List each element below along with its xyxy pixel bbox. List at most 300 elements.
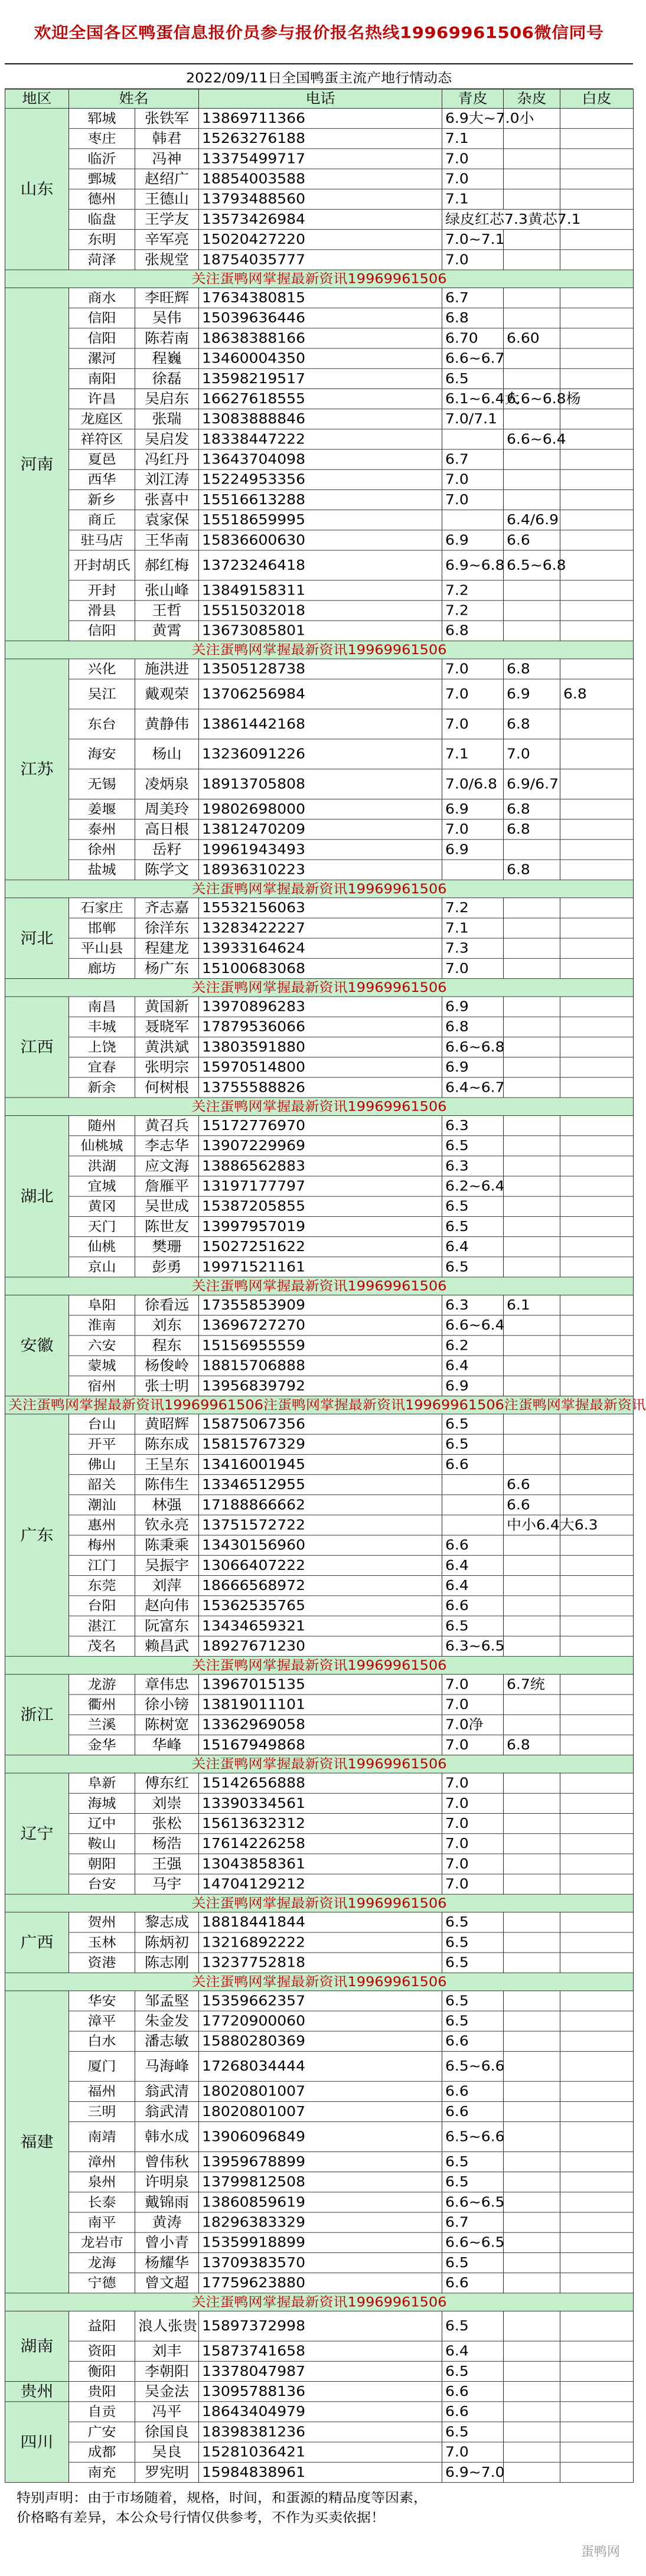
name-cell: 黄霄 [135,621,199,641]
mix-price-cell [504,308,560,328]
green-price-cell: 6.2~6.4 [442,1176,504,1196]
green-price-cell: 6.8 [442,621,504,641]
mix-price-cell [504,2311,560,2341]
city-cell: 宜春 [69,1057,135,1078]
city-cell: 玉林 [69,1932,135,1953]
notice-text: 关注蛋鸭网掌握最新资讯19969961506 [5,2293,634,2311]
white-price-cell [560,2212,634,2232]
phone-cell: 13803591880 [199,1037,442,1057]
green-price-cell: 7.2 [442,600,504,621]
table-row [5,2252,634,2273]
phone-cell: 15172776970 [199,1115,442,1135]
mix-price-cell [504,2151,560,2172]
name-cell: 程东 [135,1336,199,1356]
region-cell: 湖北 [5,1115,69,1277]
city-cell: 自贡 [69,2402,135,2422]
name-cell: 阮富东 [135,1616,199,1636]
white-price-cell [560,2361,634,2381]
table-row [5,449,634,469]
white-price-cell [560,1315,634,1336]
disclaimer-line-1: 特别声明：由于市场随着，规格，时间，和蛋源的精品度等因素， [17,2490,428,2506]
region-cell: 河南 [5,288,69,641]
green-price-cell: 6.1~6.4大 [442,388,504,409]
green-price-cell: 6.6~6.8 [442,1037,504,1057]
white-price-cell [560,799,634,819]
table-row [5,1535,634,1555]
name-cell: 陈志刚 [135,1953,199,1973]
table-row [5,2273,634,2293]
green-price-cell: 6.7 [442,2212,504,2232]
mix-price-cell [504,1912,560,1932]
phone-cell: 13430156960 [199,1535,442,1555]
green-price-cell: 绿皮红芯7.3黄芯7.1 [442,209,560,229]
green-price-cell: 6.6~6.5 [442,2192,504,2212]
phone-cell: 13706256984 [199,679,442,709]
city-cell: 茂名 [69,1636,135,1656]
name-cell: 华峰 [135,1735,199,1755]
mix-price-cell [504,2212,560,2232]
table-row [5,108,634,128]
phone-cell: 15875067356 [199,1414,442,1434]
green-price-cell: 7.0 [442,679,504,709]
phone-cell: 15970514800 [199,1057,442,1078]
city-cell: 宿州 [69,1376,135,1396]
white-price-cell [560,1037,634,1057]
phone-cell: 15362535765 [199,1596,442,1616]
header-phone: 电话 [199,89,442,108]
city-cell: 临沂 [69,149,135,169]
phone-cell: 17268034444 [199,2051,442,2081]
white-price-cell [560,1356,634,1376]
name-cell: 曾伟秋 [135,2151,199,2172]
name-cell: 陈伟生 [135,1475,199,1495]
name-cell: 韩君 [135,129,199,149]
region-cell: 贵州 [5,2382,69,2402]
notice-text: 关注蛋鸭网掌握最新资讯19969961506 [5,1894,634,1912]
green-price-cell: 6.6~6.5 [442,2232,504,2252]
mix-price-cell [504,1237,560,1257]
name-cell: 吴金法 [135,2382,199,2402]
city-cell: 淮南 [69,1315,135,1336]
green-price-cell: 6.6 [442,2273,504,2293]
phone-cell: 13907229969 [199,1136,442,1156]
phone-cell: 15897372998 [199,2311,442,2341]
white-price-cell [560,348,634,368]
name-cell: 王学友 [135,209,199,229]
table-row [5,510,634,530]
mix-price-cell: 6.6 [504,530,560,550]
notice-text: 关注蛋鸭网掌握最新资讯19969961506 [5,1656,634,1674]
city-cell: 信阳 [69,308,135,328]
city-cell: 益阳 [69,2311,135,2341]
name-cell: 张山峰 [135,580,199,600]
green-price-cell: 6.9~6.8 [442,550,504,580]
table-row [5,769,634,799]
white-price-cell [560,2081,634,2101]
city-cell: 南充 [69,2462,135,2482]
mix-price-cell [504,2051,560,2081]
table-row [5,1315,634,1336]
phone-cell: 13861442168 [199,709,442,739]
table-row [5,1475,634,1495]
city-cell: 漳平 [69,2011,135,2031]
city-cell: 朝阳 [69,1854,135,1874]
phone-cell: 15027251622 [199,1237,442,1257]
mix-price-cell: 6.1 [504,1295,560,1315]
mix-price-cell [504,1932,560,1953]
phone-cell: 13043858361 [199,1854,442,1874]
city-cell: 祥符区 [69,429,135,449]
city-cell: 西华 [69,469,135,489]
mix-price-cell [504,2341,560,2361]
city-cell: 滑县 [69,600,135,621]
table-row [5,429,634,449]
phone-cell: 13066407222 [199,1555,442,1575]
white-price-cell [560,2101,634,2121]
region-cell: 河北 [5,898,69,979]
mix-price-cell [504,958,560,978]
name-cell: 吴世成 [135,1196,199,1216]
name-cell: 罗宪明 [135,2462,199,2482]
name-cell: 冯红丹 [135,449,199,469]
region-cell: 福建 [5,1991,69,2293]
table-row [5,2122,634,2152]
mix-price-cell [504,2232,560,2252]
mix-price-cell [504,2122,560,2152]
mix-price-cell [504,230,560,250]
mix-price-cell [504,149,560,169]
white-price-cell [560,2151,634,2172]
white-price-cell [560,1616,634,1636]
city-cell: 许昌 [69,388,135,409]
phone-cell: 15387205855 [199,1196,442,1216]
mix-price-cell [504,1356,560,1376]
city-cell: 平山县 [69,938,135,958]
city-cell: 丰城 [69,1017,135,1037]
city-cell: 开封 [69,580,135,600]
green-price-cell: 6.7 [442,449,504,469]
phone-cell: 13216892222 [199,1932,442,1953]
notice-text: 关注蛋鸭网掌握最新资讯19969961506注蛋鸭网掌握最新资讯19969961506注蛋鸭网掌握最新资讯 [5,1396,634,1413]
name-cell: 王呈东 [135,1454,199,1474]
notice-row [5,979,634,997]
white-price-cell [560,409,634,429]
mix-price-cell [504,1576,560,1596]
mix-price-cell: 6.8 [504,860,560,880]
city-cell: 资港 [69,1953,135,1973]
name-cell: 浪人张贵 [135,2311,199,2341]
white-price-cell [560,2273,634,2293]
green-price-cell: 6.3 [442,1295,504,1315]
green-price-cell: 6.4 [442,1237,504,1257]
white-price-cell [560,1115,634,1135]
white-price-cell [560,2442,634,2462]
green-price-cell: 6.6 [442,2031,504,2051]
header-mix: 杂皮 [504,89,560,108]
table-row [5,1037,634,1057]
city-cell: 东明 [69,230,135,250]
name-cell: 黄召兵 [135,1115,199,1135]
mix-price-cell [504,449,560,469]
table-row [5,1813,634,1833]
name-cell: 黎志成 [135,1912,199,1932]
table-row [5,1216,634,1236]
green-price-cell: 6.5 [442,2011,504,2031]
mix-price-cell [504,1196,560,1216]
city-cell: 仙桃 [69,1237,135,1257]
white-price-cell [560,739,634,769]
white-price-cell [560,368,634,388]
phone-cell: 13643704098 [199,449,442,469]
name-cell: 王强 [135,1854,199,1874]
city-cell: 信阳 [69,621,135,641]
white-price-cell [560,997,634,1017]
mix-price-cell [504,2031,560,2051]
white-price-cell [560,2422,634,2442]
mix-price-cell [504,2361,560,2381]
white-price-cell [560,1874,634,1894]
table-row [5,958,634,978]
name-cell: 邹孟堅 [135,1991,199,2011]
green-price-cell: 6.6 [442,2402,504,2422]
city-cell: 福州 [69,2081,135,2101]
name-cell: 王德山 [135,189,199,209]
green-price-cell: 7.2 [442,580,504,600]
green-price-cell: 6.5 [442,2422,504,2442]
city-cell: 新乡 [69,489,135,510]
phone-cell: 14704129212 [199,1874,442,1894]
name-cell: 刘江涛 [135,469,199,489]
table-row [5,2011,634,2031]
name-cell: 黄静伟 [135,709,199,739]
phone-cell: 13751572722 [199,1515,442,1535]
green-price-cell: 7.1 [442,129,504,149]
name-cell: 张士明 [135,1376,199,1396]
name-cell: 张明宗 [135,1057,199,1078]
table-row [5,1874,634,1894]
green-price-cell: 6.3 [442,1156,504,1176]
green-price-cell: 6.4 [442,1576,504,1596]
name-cell: 吴伟 [135,308,199,328]
mix-price-cell [504,1315,560,1336]
name-cell: 程建龙 [135,938,199,958]
white-price-cell [560,2031,634,2051]
name-cell: 吴启发 [135,429,199,449]
city-cell: 贺州 [69,1912,135,1932]
city-cell: 开封胡氏 [69,550,135,580]
region-cell: 江西 [5,997,69,1098]
mix-price-cell [504,1616,560,1636]
mix-price-cell [504,1793,560,1813]
green-price-cell: 7.0 [442,1674,504,1695]
mix-price-cell [504,1057,560,1078]
city-cell: 台安 [69,1874,135,1894]
mix-price-cell [504,1037,560,1057]
region-cell: 广西 [5,1912,69,1973]
phone-cell: 18296383329 [199,2212,442,2232]
table-row [5,1912,634,1932]
mix-price-cell [504,409,560,429]
table-row [5,1196,634,1216]
green-price-cell: 6.3 [442,1115,504,1135]
white-price-cell [560,2462,634,2482]
mix-price-cell: 6.5~6.8 [504,550,560,580]
name-cell: 韩水成 [135,2122,199,2152]
city-cell: 枣庄 [69,129,135,149]
phone-cell: 15359918899 [199,2232,442,2252]
phone-cell: 18638388166 [199,328,442,348]
name-cell: 凌炳泉 [135,769,199,799]
green-price-cell: 6.9大~7.0小 [442,108,504,128]
city-cell: 天门 [69,1216,135,1236]
phone-cell: 13793488560 [199,189,442,209]
green-price-cell: 7.0 [442,1834,504,1854]
mix-price-cell: 6.8 [504,799,560,819]
mix-price-cell [504,1773,560,1793]
white-price-cell [560,2252,634,2273]
phone-cell: 13723246418 [199,550,442,580]
mix-price-cell [504,840,560,860]
name-cell: 高日根 [135,820,199,840]
phone-cell: 13970896283 [199,997,442,1017]
table-row [5,1834,634,1854]
white-price-cell [560,1475,634,1495]
city-cell: 海城 [69,1793,135,1813]
mix-price-cell [504,1017,560,1037]
table-row [5,860,634,880]
mix-price-cell [504,2172,560,2192]
table-row [5,2101,634,2121]
name-cell: 刘萍 [135,1576,199,1596]
phone-cell: 17879536066 [199,1017,442,1037]
mix-price-cell [504,1078,560,1098]
mix-price-cell [504,489,560,510]
white-price-cell [560,709,634,739]
green-price-cell: 6.9~7.0 [442,2462,504,2482]
city-cell: 上饶 [69,1037,135,1057]
white-price-cell [560,2172,634,2192]
notice-row [5,1755,634,1773]
table-row [5,1953,634,1973]
region-cell: 浙江 [5,1674,69,1755]
table-row [5,2031,634,2051]
disclaimer-line-2: 价格略有差异，本公众号行情仅供参考，不作为买卖依据！ [17,2510,385,2526]
phone-cell: 15281036421 [199,2442,442,2462]
table-row [5,2151,634,2172]
name-cell: 潘志敏 [135,2031,199,2051]
white-price-cell [560,1854,634,1874]
city-cell: 蒙城 [69,1356,135,1376]
mix-price-cell: 6.4/6.9 [504,510,560,530]
phone-cell: 15142656888 [199,1773,442,1793]
white-price-cell [560,1017,634,1037]
phone-cell: 15020427220 [199,230,442,250]
phone-cell: 15156955559 [199,1336,442,1356]
green-price-cell: 6.70 [442,328,504,348]
phone-cell: 17634380815 [199,288,442,308]
name-cell: 徐磊 [135,368,199,388]
phone-cell: 18338447222 [199,429,442,449]
table-row [5,1356,634,1376]
green-price-cell: 6.5 [442,1932,504,1953]
name-cell: 黄涛 [135,2212,199,2232]
region-cell: 安徽 [5,1295,69,1396]
phone-cell: 13505128738 [199,659,442,679]
green-price-cell: 6.3~6.5 [442,1636,504,1656]
table-row [5,1616,634,1636]
table-row [5,1773,634,1793]
green-price-cell: 6.9 [442,530,504,550]
green-price-cell: 6.6~6.7 [442,348,504,368]
header-green: 青皮 [442,89,504,108]
notice-row [5,880,634,897]
city-cell: 仙桃城 [69,1136,135,1156]
green-price-cell: 6.5 [442,2151,504,2172]
mix-price-cell [504,918,560,938]
mix-price-cell [504,600,560,621]
green-price-cell [442,1495,504,1515]
mix-price-cell [504,1115,560,1135]
white-price-cell [560,530,634,550]
table-row [5,530,634,550]
mix-price-cell [504,2422,560,2442]
table-row [5,169,634,189]
phone-cell: 13755588826 [199,1078,442,1098]
green-price-cell: 6.4 [442,1555,504,1575]
city-cell: 泉州 [69,2172,135,2192]
green-price-cell: 7.0 [442,169,504,189]
mix-price-cell [504,189,560,209]
table-row [5,1991,634,2011]
notice-text: 关注蛋鸭网掌握最新资讯19969961506 [5,1098,634,1115]
name-cell: 辛军亮 [135,230,199,250]
notice-row [5,641,634,658]
city-cell: 无锡 [69,769,135,799]
table-row [5,328,634,348]
notice-row [5,1973,634,1990]
city-cell: 夏邑 [69,449,135,469]
green-price-cell: 7.0 [442,1813,504,1833]
green-price-cell: 7.1 [442,918,504,938]
mix-price-cell [504,288,560,308]
green-price-cell: 6.6~6.4 [442,1315,504,1336]
white-price-cell [560,769,634,799]
white-price-cell [560,449,634,469]
white-price-cell [560,898,634,918]
white-price-cell [560,1414,634,1434]
mix-price-cell [504,1434,560,1454]
table-row [5,1596,634,1616]
name-cell: 戴锦雨 [135,2192,199,2212]
mix-price-cell [504,2081,560,2101]
city-cell: 漳州 [69,2151,135,2172]
mix-price-cell: 6.7统 [504,1674,560,1695]
white-price-cell [560,288,634,308]
mix-price-cell [504,997,560,1017]
table-row [5,2422,634,2442]
table-row [5,1017,634,1037]
white-price-cell [560,860,634,880]
name-cell: 张规堂 [135,250,199,270]
city-cell: 漯河 [69,348,135,368]
mix-price-cell [504,580,560,600]
table-row [5,2172,634,2192]
white-price-cell [560,469,634,489]
phone-cell: 13346512955 [199,1475,442,1495]
name-cell: 刘丰 [135,2341,199,2361]
phone-cell: 13237752818 [199,1953,442,1973]
city-cell: 佛山 [69,1454,135,1474]
